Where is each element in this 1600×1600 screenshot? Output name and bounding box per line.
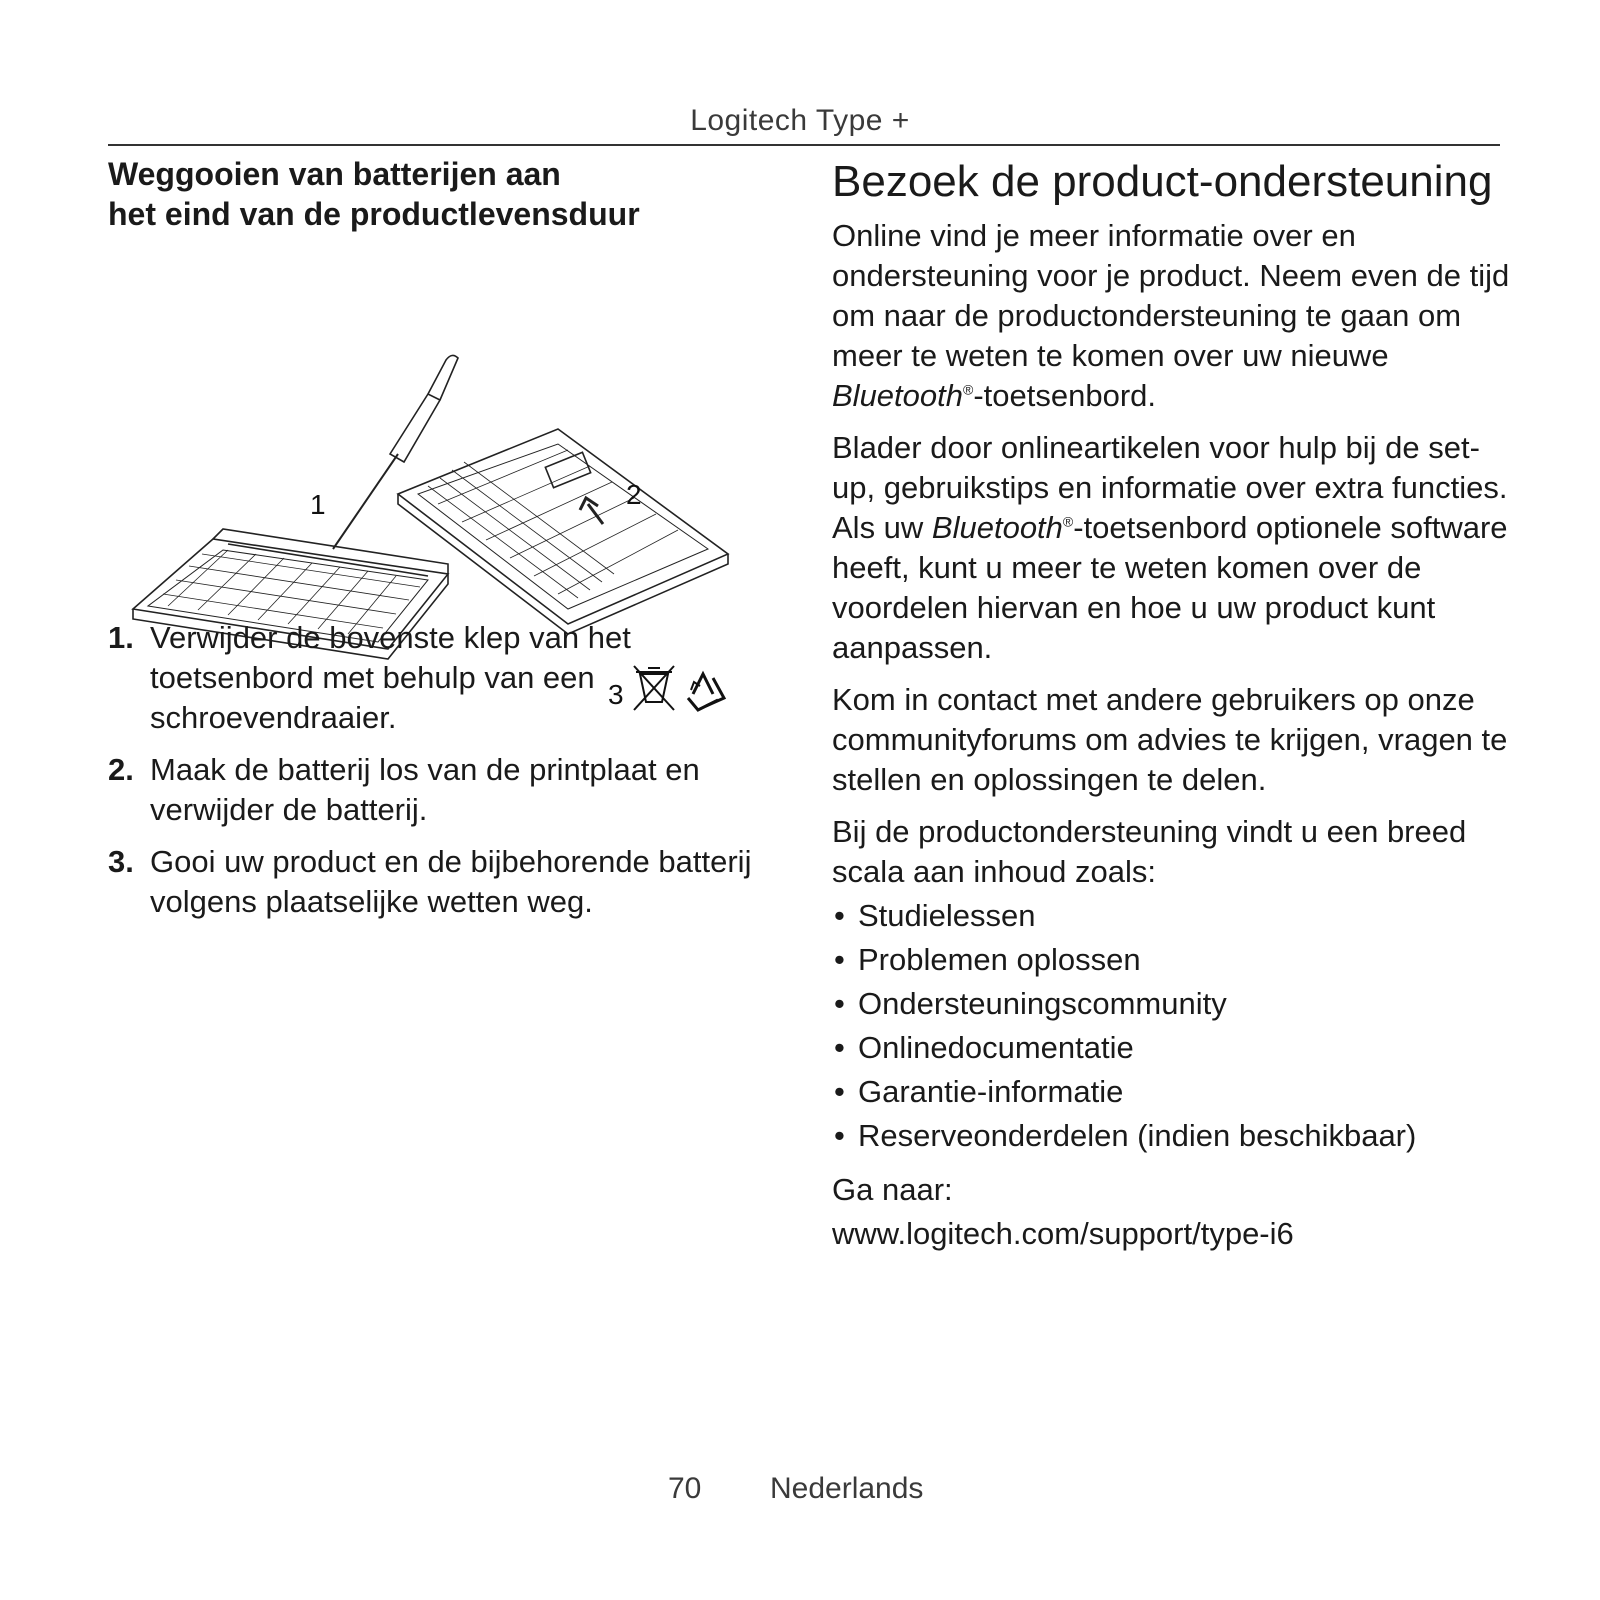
step-number: 1. xyxy=(108,620,134,655)
list-item: • Ondersteuningscommunity xyxy=(832,982,1512,1026)
page-number: 70 xyxy=(668,1472,702,1505)
list-item: • Reserveonderdelen (indien beschikbaar) xyxy=(832,1114,1512,1158)
callout-3: 3 xyxy=(608,679,624,710)
heading-line-1: Weggooien van batterijen aan xyxy=(108,156,561,192)
battery-disposal-section xyxy=(108,154,768,919)
step-number: 2. xyxy=(108,752,134,787)
keyboard-right-figure xyxy=(398,429,728,634)
bluetooth-term: Bluetooth xyxy=(832,378,963,413)
list-item: • Onlinedocumentatie xyxy=(832,1026,1512,1070)
page-header-title: Logitech Type + xyxy=(690,104,910,137)
heading-line-2: het eind van de productlevensduur xyxy=(108,196,640,232)
support-paragraph-2 xyxy=(832,428,1512,668)
para1-text: Online vind je meer informatie over en ondersteuning voor je product. Neem even de tijd om naar de productondersteuning te gaan om meer te weten te komen over uw nieuwe xyxy=(832,218,1510,373)
step-text: Verwijder de bovenste klep van het toetsenbord met behulp van een schroevendraaier. xyxy=(150,620,631,735)
section-heading xyxy=(108,154,768,234)
step-text: Gooi uw product en de bijbehorende batterij volgens plaatselijke wetten weg. xyxy=(150,844,752,919)
page-language: Nederlands xyxy=(770,1472,924,1505)
support-heading: Bezoek de product-ondersteuning xyxy=(832,157,1493,206)
list-item: • Problemen oplossen xyxy=(832,938,1512,982)
keyboard-left-figure xyxy=(133,355,458,659)
support-paragraph-3: Kom in contact met andere gebruikers op onze communityforums om advies te krijgen, vragen te stellen en oplossingen te delen. xyxy=(832,682,1508,797)
support-content-list xyxy=(832,894,1512,1158)
support-paragraph-1 xyxy=(832,216,1512,416)
header-divider xyxy=(108,144,1500,146)
callout-1: 1 xyxy=(310,489,326,520)
list-item xyxy=(108,842,788,922)
step-number: 3. xyxy=(108,844,134,879)
registered-mark: ® xyxy=(1062,513,1074,530)
disposal-steps-list xyxy=(108,618,788,934)
bluetooth-term: Bluetooth xyxy=(931,510,1063,545)
support-url-link[interactable]: www.logitech.com/support/type-i6 xyxy=(832,1216,1294,1251)
registered-mark: ® xyxy=(963,381,974,398)
goto-label: Ga naar: xyxy=(832,1172,953,1207)
list-item xyxy=(108,618,788,738)
step-text: Maak de batterij los van de printplaat en verwijder de batterij. xyxy=(150,752,700,827)
list-item xyxy=(108,750,788,830)
para2-text-end: -toetsenbord optionele software heeft, kunt u meer te weten komen over de voordelen hiervan en hoe u uw product kunt aanpassen. xyxy=(832,510,1508,665)
para2-text: Blader door onlineartikelen voor hulp bij de set-up, gebruikstips en informatie over extra functies. Als uw xyxy=(832,430,1508,545)
product-support-section xyxy=(832,154,1512,1256)
para1-text-end: -toetsenbord. xyxy=(973,378,1156,413)
callout-2: 2 xyxy=(626,479,642,510)
support-paragraph-4: Bij de productondersteuning vindt u een breed scala aan inhoud zoals: xyxy=(832,814,1467,889)
list-item: • Garantie-informatie xyxy=(832,1070,1512,1114)
list-item: • Studielessen xyxy=(832,894,1512,938)
